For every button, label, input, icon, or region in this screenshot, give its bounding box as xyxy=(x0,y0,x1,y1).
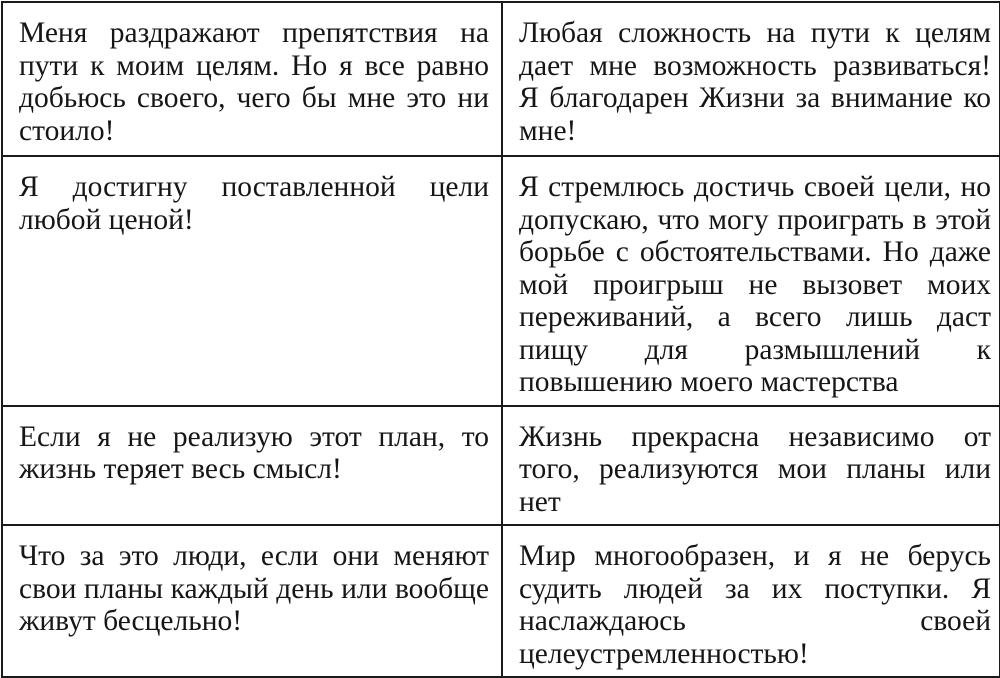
table-cell-left: Если я не реализую этот план, то жизнь теряет весь смысл! xyxy=(2,406,502,526)
table-row xyxy=(2,156,1000,406)
table-cell-left: Я достигну поставленной цели любой ценой! xyxy=(2,156,502,406)
table-cell-right: Любая сложность на пути к целям дает мне возможность развиваться! Я благодарен Жизни за внимание ко мне! xyxy=(502,2,1000,156)
table-row xyxy=(2,406,1000,526)
table-cell-right: Мир многообразен, и я не берусь судить людей за их поступки. Я наслаждаюсь своей целеустремленностью! xyxy=(502,525,1000,677)
table-cell-left: Меня раздражают препятствия на пути к моим целям. Но я все равно добьюсь своего, чего бы мне это ни стоило! xyxy=(2,2,502,156)
table-row xyxy=(2,525,1000,677)
comparison-table xyxy=(1,1,1000,678)
table-row xyxy=(2,2,1000,156)
table-cell-right: Я стремлюсь достичь своей цели, но допускаю, что могу проиграть в этой борьбе с обстоятельствами. Но даже мой проигрыш не вызовет моих переживаний, а всего лишь даст пищу для размышлений к повышению моего мастерства xyxy=(502,156,1000,406)
table-cell-right: Жизнь прекрасна независимо от того, реализуются мои планы или нет xyxy=(502,406,1000,526)
table-cell-left: Что за это люди, если они меняют свои планы каждый день или вообще живут бесцельно! xyxy=(2,525,502,677)
